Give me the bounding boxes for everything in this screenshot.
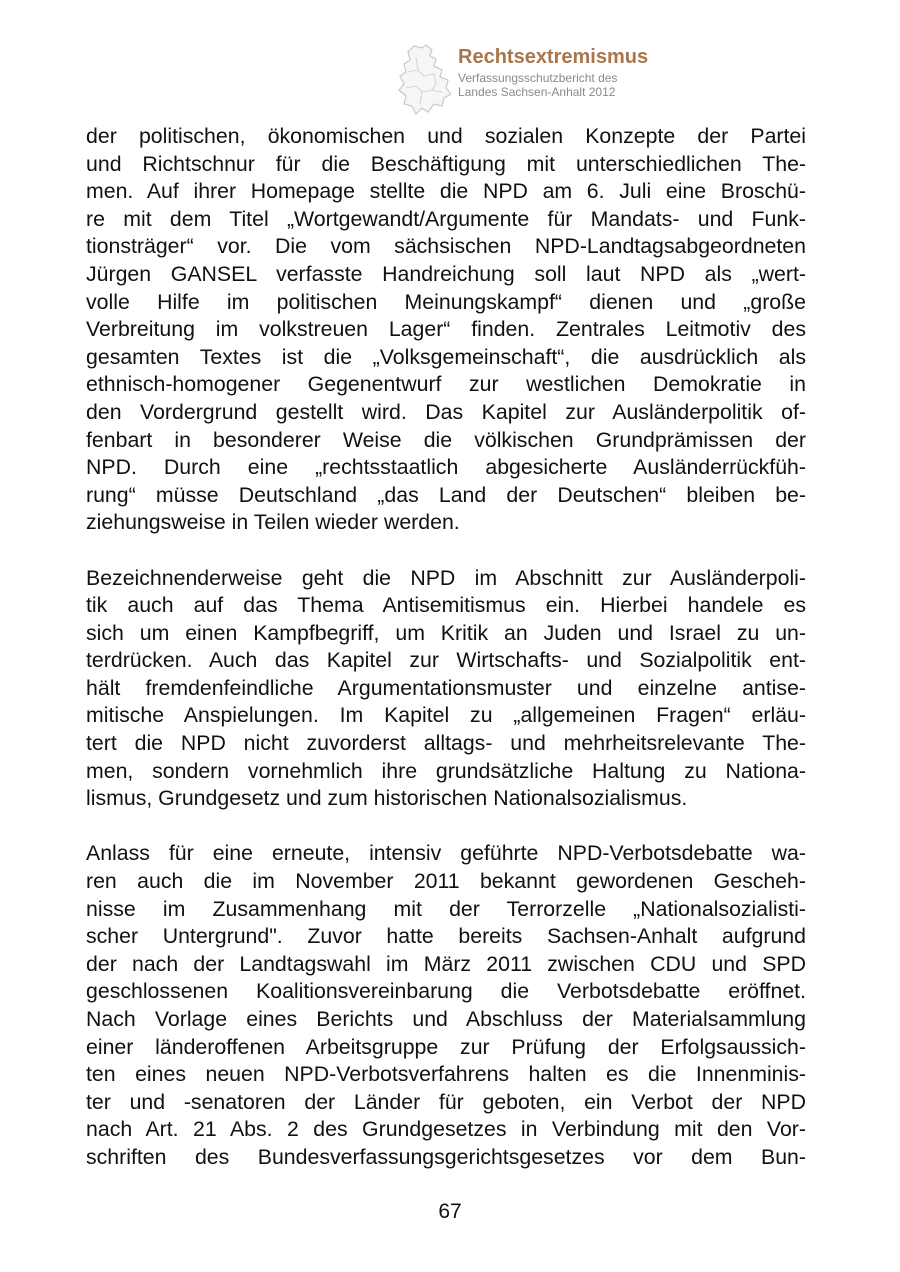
header-subtitle-line2: Landes Sachsen-Anhalt 2012 — [458, 85, 616, 99]
body-text — [86, 123, 806, 1199]
text-line: Anlass für eine erneute, intensiv geführte NPD-Verbotsdebatte wa- — [86, 841, 806, 866]
text-line: ren auch die im November 2011 bekannt gewordenen Gescheh- — [86, 869, 806, 894]
paragraph-3 — [86, 840, 806, 1171]
text-line: gesamten Textes ist die „Volksgemeinschaft“, die ausdrücklich als — [86, 344, 806, 369]
text-line: volle Hilfe im politischen Meinungskampf“ dienen und „große — [86, 289, 806, 314]
text-line: Verbreitung im volkstreuen Lager“ finden. Zentrales Leitmotiv des — [86, 317, 806, 342]
text-line: der nach der Landtagswahl im März 2011 zwischen CDU und SPD — [86, 951, 806, 976]
text-line: schriften des Bundesverfassungsgerichtsgesetzes vor dem Bun- — [86, 1144, 806, 1169]
text-line: ter und -senatoren der Länder für geboten, ein Verbot der NPD — [86, 1089, 806, 1114]
text-line: Jürgen GANSEL verfasste Handreichung soll laut NPD als „wert- — [86, 261, 806, 286]
page-header — [396, 44, 696, 118]
text-line: und Richtschnur für die Beschäftigung mit unterschiedlichen The- — [86, 151, 806, 176]
text-line: tionsträger“ vor. Die vom sächsischen NPD-Landtagsabgeordneten — [86, 234, 806, 259]
text-line: men, sondern vornehmlich ihre grundsätzliche Haltung zu Nationa- — [86, 758, 806, 783]
paragraph-1 — [86, 123, 806, 537]
text-line: einer länderoffenen Arbeitsgruppe zur Prüfung der Erfolgsaussich- — [86, 1034, 806, 1059]
text-line: terdrücken. Auch das Kapitel zur Wirtschafts- und Sozialpolitik ent- — [86, 648, 806, 673]
text-line: ten eines neuen NPD-Verbotsverfahrens halten es die Innenminis- — [86, 1062, 806, 1087]
text-line: men. Auf ihrer Homepage stellte die NPD am 6. Juli eine Broschü- — [86, 179, 806, 204]
text-line: ziehungsweise in Teilen wieder werden. — [86, 510, 460, 535]
text-line: nisse im Zusammenhang mit der Terrorzelle „Nationalsozialisti- — [86, 896, 806, 921]
text-line: mitische Anspielungen. Im Kapitel zu „allgemeinen Fragen“ erläu- — [86, 703, 806, 728]
paragraph-2 — [86, 565, 806, 813]
text-line: nach Art. 21 Abs. 2 des Grundgesetzes in Verbindung mit den Vor- — [86, 1117, 806, 1142]
text-line: hält fremdenfeindliche Argumentationsmuster und einzelne antise- — [86, 675, 806, 700]
text-line: NPD. Durch eine „rechtsstaatlich abgesicherte Ausländerrückfüh- — [86, 455, 806, 480]
text-line: tert die NPD nicht zuvorderst alltags- und mehrheitsrelevante The- — [86, 731, 806, 756]
text-line: Bezeichnenderweise geht die NPD im Abschnitt zur Ausländerpoli- — [86, 565, 806, 590]
header-subtitle-line1: Verfassungsschutzbericht des — [458, 71, 618, 85]
saxony-anhalt-map-icon — [396, 44, 454, 116]
text-line: Nach Vorlage eines Berichts und Abschluss der Materialsammlung — [86, 1007, 806, 1031]
text-line: lismus, Grundgesetz und zum historischen Nationalsozialismus. — [86, 786, 688, 811]
text-line: scher Untergrund". Zuvor hatte bereits Sachsen-Anhalt aufgrund — [86, 924, 806, 949]
header-title: Rechtsextremismus — [458, 46, 649, 68]
page-number: 67 — [438, 1200, 462, 1223]
text-line: re mit dem Titel „Wortgewandt/Argumente für Mandats- und Funk- — [86, 206, 806, 231]
text-line: der politischen, ökonomischen und sozialen Konzepte der Partei — [86, 124, 806, 148]
text-line: geschlossenen Koalitionsvereinbarung die Verbotsdebatte eröffnet. — [86, 979, 806, 1004]
text-line: den Vordergrund gestellt wird. Das Kapitel zur Ausländerpolitik of- — [86, 399, 806, 424]
text-line: rung“ müsse Deutschland „das Land der Deutschen“ bleiben be- — [86, 482, 806, 507]
text-line: ethnisch-homogener Gegenentwurf zur westlichen Demokratie in — [86, 372, 806, 397]
text-line: fenbart in besonderer Weise die völkischen Grundprämissen der — [86, 427, 806, 452]
text-line: sich um einen Kampfbegriff, um Kritik an Juden und Israel zu un- — [86, 620, 806, 645]
text-line: tik auch auf das Thema Antisemitismus ein. Hierbei handele es — [86, 593, 806, 618]
